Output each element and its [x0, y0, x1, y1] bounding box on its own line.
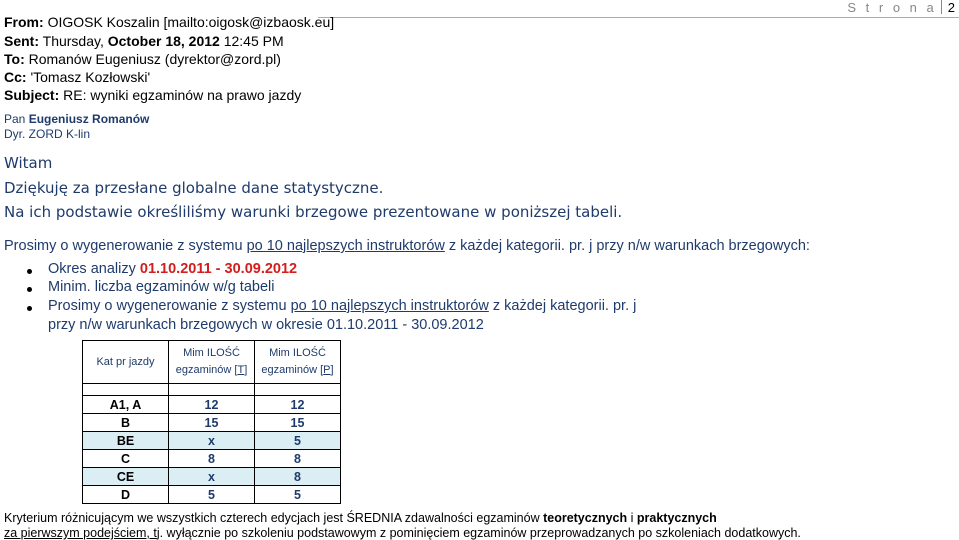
to-link[interactable]: Romanów Eugeniusz (dyrektor@zord.pl): [28, 51, 281, 67]
greeting: Witam: [4, 154, 53, 172]
bullet-dot: [27, 306, 32, 311]
bullet-period: Okres analizy 01.10.2011 - 30.09.2012: [48, 261, 298, 277]
email-sent: Sent: Thursday, October 18, 2012 12:45 PM: [4, 33, 284, 49]
email-cc: Cc: 'Tomasz Kozłowski': [4, 69, 151, 85]
page-divider: [941, 0, 942, 14]
bullet-dot: [27, 287, 32, 292]
request-line: Prosimy o wygenerowanie z systemu po 10 najlepszych instruktorów z każdej kategorii. pr. j przy n/w warunkach brzegowych:: [4, 238, 810, 254]
email-subject: Subject: RE: wyniki egzaminów na prawo jazdy: [4, 87, 302, 103]
table-row: BE x 5: [83, 432, 341, 450]
header-rule: [318, 17, 959, 18]
bullet-dot: [27, 269, 32, 274]
exam-threshold-table: [82, 340, 341, 504]
table-row: B 15 15: [83, 414, 341, 432]
table-row: CE x 8: [83, 468, 341, 486]
body-line-2: Na ich podstawie określiliśmy warunki brzegowe prezentowane w poniższej tabeli.: [4, 203, 623, 221]
header-theory: Mim ILOŚĆ egzaminów [T]: [169, 341, 255, 384]
from-link[interactable]: OIGOSK Koszalin [mailto:oigosk@izbaosk.eu]: [47, 14, 335, 30]
page-number-value: 2: [947, 0, 955, 15]
header-practice: Mim ILOŚĆ egzaminów [P]: [255, 341, 341, 384]
table-row: A1, A 12 12: [83, 396, 341, 414]
email-to: To: Romanów Eugeniusz (dyrektor@zord.pl): [4, 51, 281, 67]
recipient-role: Dyr. ZORD K-lin: [4, 127, 91, 141]
footer-criterion-line-2: za pierwszym podejściem, tj. wyłącznie po szkoleniu podstawowym z pominięciem egzaminów przeprowadzanych po szkoleniach dodatkowych.: [4, 526, 801, 540]
page-number: [847, 0, 955, 15]
footer-criterion: Kryterium różnicującym we wszystkich czterech edycjach jest ŚREDNIA zdawalności egzaminów teoretycznych i praktycznych: [4, 511, 717, 525]
body-line-1: Dziękuję za przesłane globalne dane statystyczne.: [4, 179, 384, 197]
table-row: D 5 5: [83, 486, 341, 504]
header-category: Kat pr jazdy: [83, 341, 169, 384]
table-header-row: [83, 341, 341, 384]
table-row: C 8 8: [83, 450, 341, 468]
table-gap-row: [83, 384, 341, 396]
bullet-min-exams: Minim. liczba egzaminów w/g tabeli: [48, 279, 275, 295]
page-label: S t r o n a: [847, 0, 937, 15]
recipient-name: Pan Eugeniusz Romanów: [4, 112, 150, 126]
bullet-request: Prosimy o wygenerowanie z systemu po 10 najlepszych instruktorów z każdej kategorii. pr. j: [48, 298, 637, 314]
bullet-request-line-2: przy n/w warunkach brzegowych w okresie 01.10.2011 - 30.09.2012: [48, 317, 484, 333]
email-from: From: OIGOSK Koszalin [mailto:oigosk@izbaosk.eu]: [4, 14, 335, 30]
